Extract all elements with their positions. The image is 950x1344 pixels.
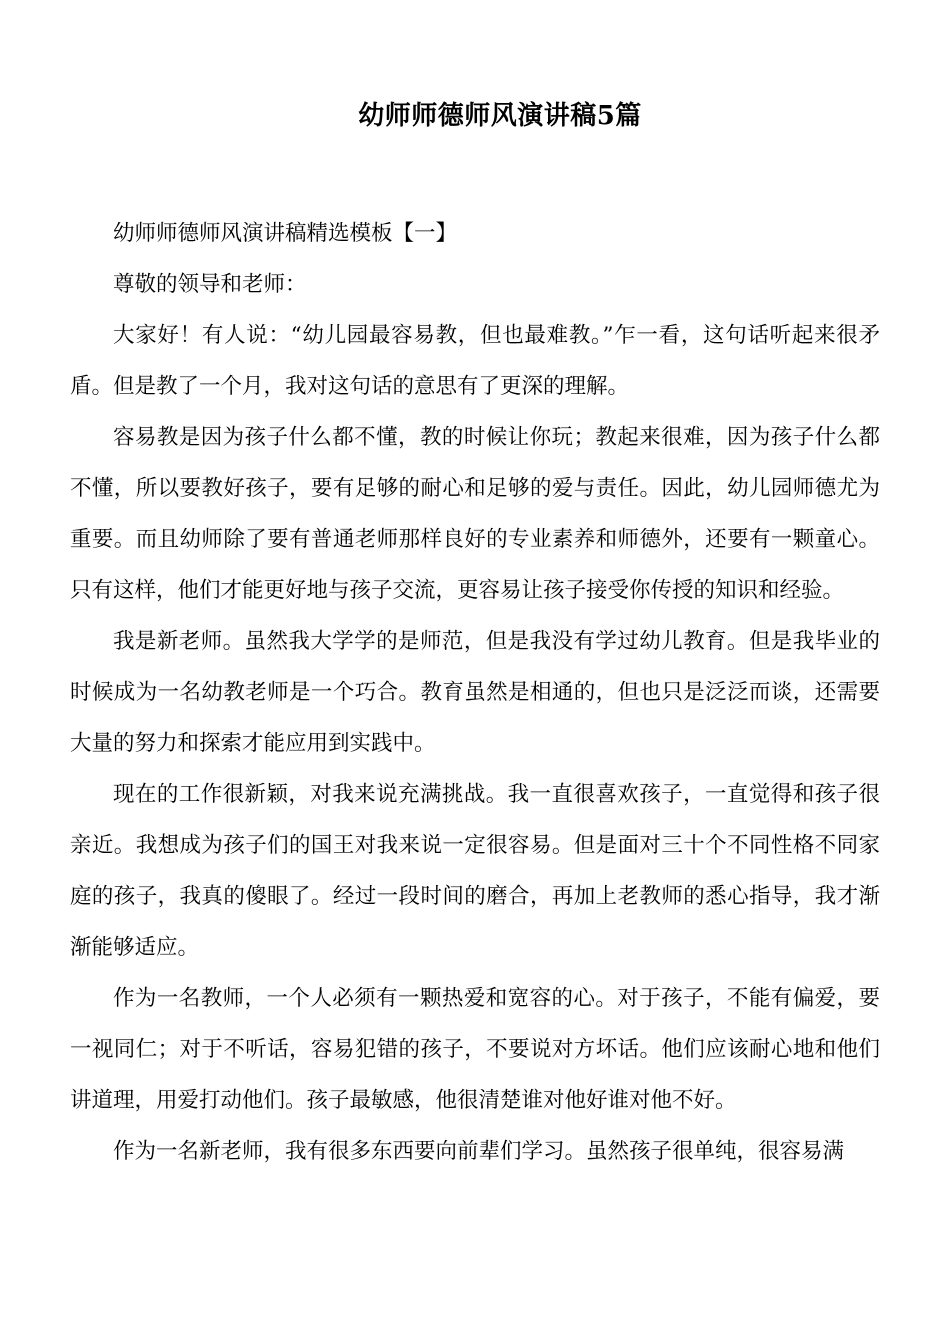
document-title: 幼师师德师风演讲稿5篇 [358, 101, 642, 131]
paragraph: 大家好！有人说：“幼儿园最容易教，但也最难教。”乍一看，这句话听起来很矛盾。但是教了一个月，我对这句话的意思有了更深的理解。 [70, 323, 880, 399]
paragraph: 我是新老师。虽然我大学学的是师范，但是我没有学过幼儿教育。但是我毕业的时候成为一名幼教老师是一个巧合。教育虽然是相通的，但也只是泛泛而谈，还需要大量的努力和探索才能应用到实践中。 [70, 629, 880, 756]
document-body [70, 208, 880, 1177]
paragraph: 现在的工作很新颖，对我来说充满挑战。我一直很喜欢孩子，一直觉得和孩子很亲近。我想成为孩子们的国王对我来说一定很容易。但是面对三十个不同性格不同家庭的孩子，我真的傻眼了。经过一段时间的磨合，再加上老教师的悉心指导，我才渐渐能够适应。 [70, 782, 880, 960]
paragraph: 容易教是因为孩子什么都不懂，教的时候让你玩；教起来很难，因为孩子什么都不懂，所以要教好孩子，要有足够的耐心和足够的爱与责任。因此，幼儿园师德尤为重要。而且幼师除了要有普通老师那样良好的专业素养和师德外，还要有一颗童心。只有这样，他们才能更好地与孩子交流，更容易让孩子接受你传授的知识和经验。 [70, 425, 880, 603]
salutation: 尊敬的领导和老师： [113, 272, 307, 297]
paragraph: 作为一名教师，一个人必须有一颗热爱和宽容的心。对于孩子，不能有偏爱，要一视同仁；对于不听话，容易犯错的孩子，不要说对方坏话。他们应该耐心地和他们讲道理，用爱打动他们。孩子最敏感，他很清楚谁对他好谁对他不好。 [70, 986, 880, 1113]
paragraph: 作为一名新老师，我有很多东西要向前辈们学习。虽然孩子很单纯，很容易满 [113, 1139, 845, 1164]
section-heading: 幼师师德师风演讲稿精选模板【一】 [113, 221, 458, 246]
